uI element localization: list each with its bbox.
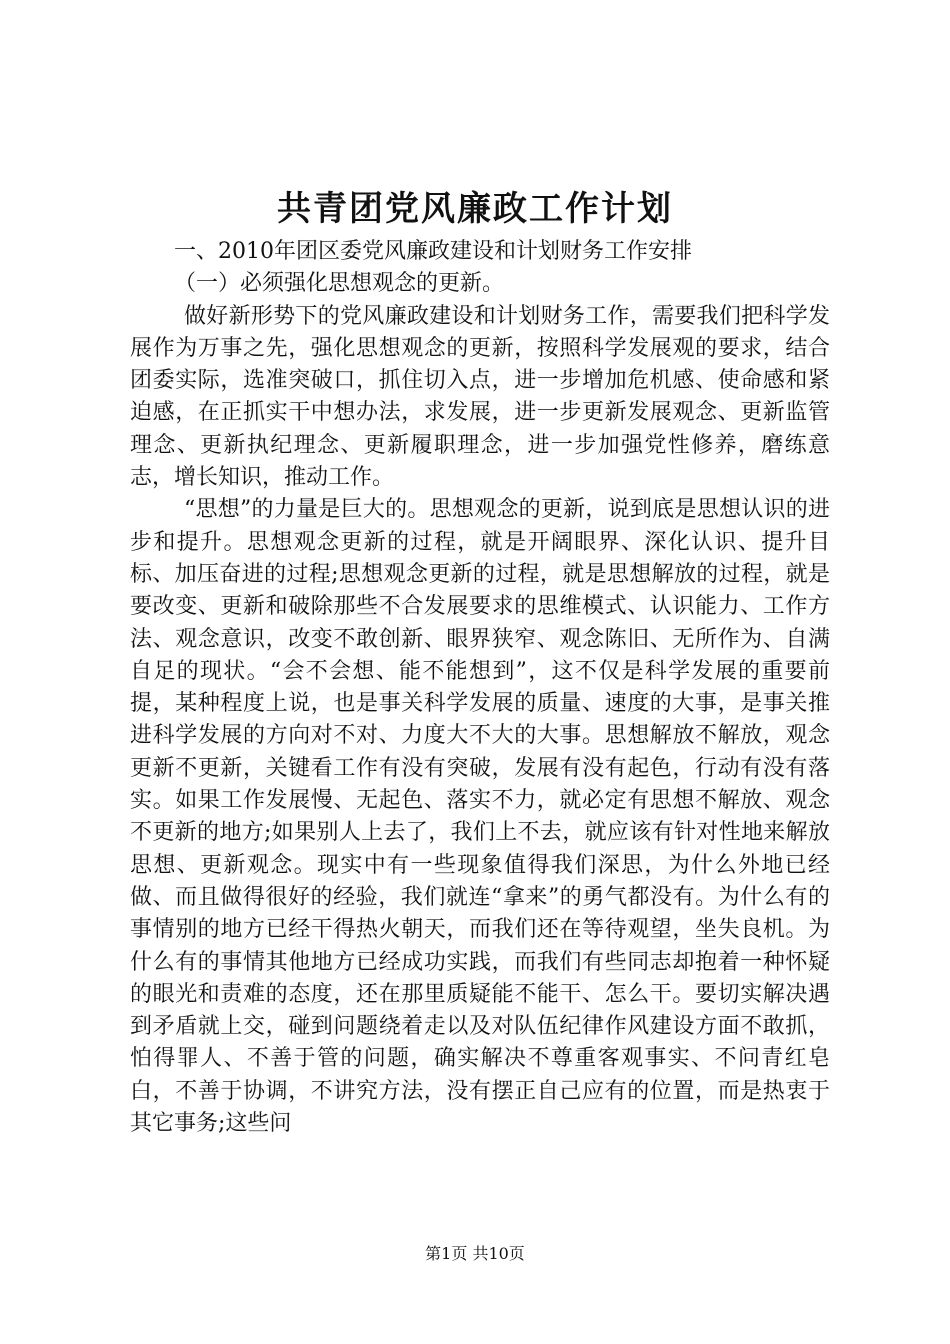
section-heading: 一、2010年团区委党风廉政建设和计划财务工作安排 — [174, 239, 692, 264]
document-body — [130, 236, 830, 1140]
subsection-heading: （一）必须强化思想观念的更新。 — [174, 271, 505, 297]
page-number: 第1页 共10页 — [425, 1244, 525, 1263]
paragraph: “思想”的力量是巨大的。思想观念的更新，说到底是思想认识的进步和提升。思想观念更新的过程，就是开阔眼界、深化认识、提升目标、加压奋进的过程;思想观念更新的过程，就是思想解放的过程，就是要改变、更新和破除那些不合发展要求的思维模式、认识能力、工作方法、观念意识，改变不敢创新、眼界狭窄、观念陈旧、无所作为、自满自足的现状。“会不会想、能不能想到”，这不仅是科学发展的重要前提，某种程度上说，也是事关科学发展的质量、速度的大事，是事关推进科学发展的方向对不对、力度大不大的大事。思想解放不解放，观念更新不更新，关键看工作有没有突破，发展有没有起色，行动有没有落实。如果工作发展慢、无起色、落实不力，就必定有思想不解放、观念不更新的地方;如果别人上去了，我们上不去，就应该有针对性地来解放思想、更新观念。现实中有一些现象值得我们深思，为什么外地已经做、而且做得很好的经验，我们就连“拿来”的勇气都没有。为什么有的事情别的地方已经干得热火朝天，而我们还在等待观望，坐失良机。为什么有的事情其他地方已经成功实践，而我们有些同志却抱着一种怀疑的眼光和责难的态度，还在那里质疑能不能干、怎么干。要切实解决遇到矛盾就上交，碰到问题绕着走以及对队伍纪律作风建设方面不敢抓，怕得罪人、不善于管的问题，确实解决不尊重客观事实、不问青红皂白，不善于协调，不讲究方法，没有摆正自己应有的位置，而是热衷于其它事务;这些问 — [130, 497, 830, 1137]
document-title: 共青团党风廉政工作计划 — [277, 189, 673, 229]
paragraph: 做好新形势下的党风廉政建设和计划财务工作，需要我们把科学发展作为万事之先，强化思想观念的更新，按照科学发展观的要求，结合团委实际，选准突破口，抓住切入点，进一步增加危机感、使命感和紧迫感，在正抓实干中想办法，求发展，进一步更新发展观念、更新监管理念、更新执纪理念、更新履职理念，进一步加强党性修养，磨练意志，增长知识，推动工作。 — [130, 303, 830, 491]
